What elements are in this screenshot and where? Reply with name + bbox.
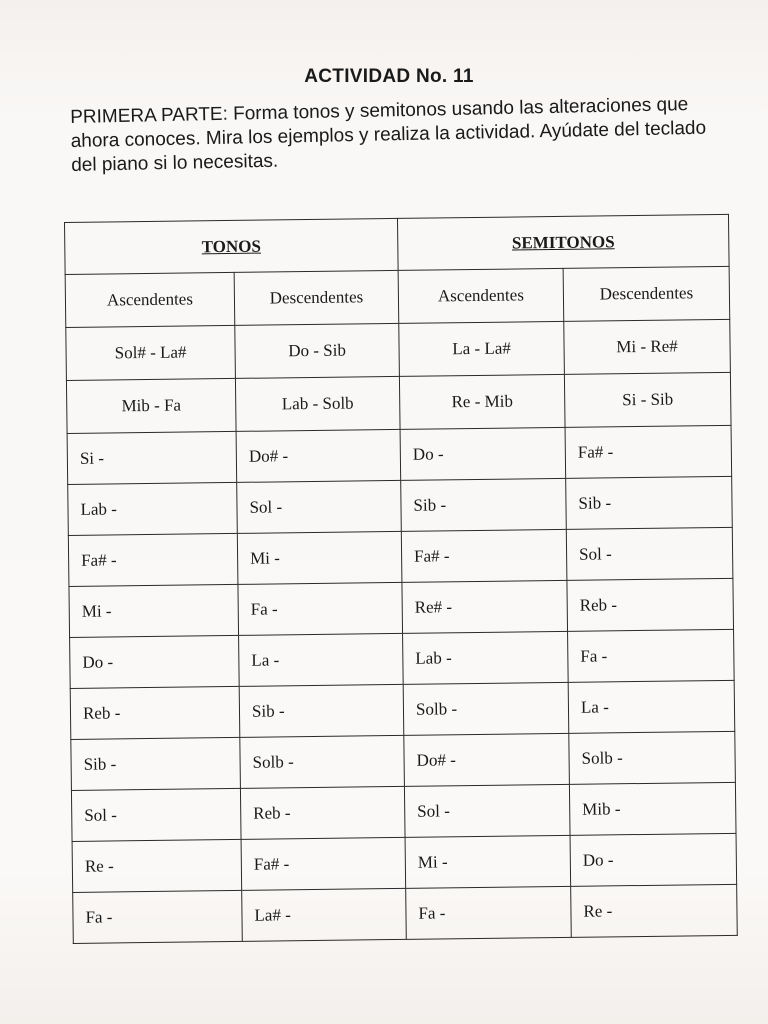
- exercise-cell[interactable]: Mi -: [69, 584, 239, 637]
- exercise-cell[interactable]: Fa -: [73, 890, 243, 943]
- exercise-cell[interactable]: Sol -: [566, 527, 733, 580]
- exercise-cell[interactable]: Mi -: [405, 835, 571, 888]
- exercise-cell[interactable]: Do -: [70, 635, 240, 688]
- exercise-cell[interactable]: Mi -: [237, 531, 402, 584]
- page-title: ACTIVIDAD No. 11: [304, 66, 474, 87]
- exercise-cell[interactable]: Do# -: [404, 733, 570, 786]
- exercise-cell[interactable]: Sib -: [239, 684, 404, 737]
- subheader-cell: Ascendentes: [398, 268, 564, 323]
- exercise-cell[interactable]: Sol -: [237, 480, 402, 533]
- exercise-row: [69, 578, 734, 637]
- subheader-row: [65, 266, 730, 327]
- example-cell: Lab - Solb: [235, 376, 400, 431]
- exercise-cell[interactable]: Fa -: [406, 886, 572, 939]
- exercise-cell[interactable]: Re -: [72, 839, 242, 892]
- exercise-row: [68, 527, 733, 586]
- exercise-cell[interactable]: La# -: [242, 888, 407, 941]
- exercise-cell[interactable]: Reb -: [567, 578, 734, 631]
- exercise-row: [73, 884, 738, 943]
- exercise-cell[interactable]: Fa# -: [401, 529, 567, 582]
- exercise-row: [67, 425, 732, 484]
- example-row: [66, 372, 731, 433]
- exercise-cell[interactable]: Fa -: [568, 629, 735, 682]
- exercise-cell[interactable]: Sol -: [404, 784, 570, 837]
- exercise-cell[interactable]: Solb -: [403, 682, 569, 735]
- exercise-cell[interactable]: La -: [568, 680, 735, 733]
- exercise-cell[interactable]: Mib -: [569, 782, 736, 835]
- example-cell: Do - Sib: [235, 323, 400, 378]
- subheader-cell: Descendentes: [234, 270, 399, 325]
- exercise-cell[interactable]: Do -: [570, 833, 737, 886]
- exercise-cell[interactable]: Reb -: [240, 786, 405, 839]
- exercise-cell[interactable]: Sib -: [71, 737, 241, 790]
- exercise-cell[interactable]: Fa -: [238, 582, 403, 635]
- example-cell: Mi - Re#: [564, 319, 731, 374]
- example-row: [66, 319, 731, 380]
- example-cell: Mib - Fa: [66, 378, 236, 433]
- exercise-cell[interactable]: Lab -: [68, 482, 238, 535]
- subheader-cell: Ascendentes: [65, 272, 235, 327]
- exercise-cell[interactable]: Solb -: [569, 731, 736, 784]
- instructions-text: PRIMERA PARTE: Forma tonos y semitonos usando las alteraciones que ahora conoces. Mira los ejemplos y realiza la actividad. Ayúdate del teclado del piano si lo necesitas.: [70, 94, 707, 176]
- exercise-cell[interactable]: Fa# -: [68, 533, 238, 586]
- example-cell: La - La#: [399, 321, 565, 376]
- exercise-cell[interactable]: Sib -: [401, 478, 567, 531]
- exercise-cell[interactable]: Do -: [400, 427, 566, 480]
- exercise-cell[interactable]: Do# -: [236, 429, 401, 482]
- exercise-row: [71, 782, 736, 841]
- group-header-tonos: TONOS: [65, 218, 399, 274]
- exercise-cell[interactable]: Fa# -: [241, 837, 406, 890]
- exercise-cell[interactable]: Sib -: [566, 476, 733, 529]
- intervals-table: [64, 214, 738, 944]
- exercise-cell[interactable]: Sol -: [71, 788, 241, 841]
- exercise-row: [71, 731, 736, 790]
- intervals-table-wrapper: [64, 214, 738, 944]
- exercise-cell[interactable]: Reb -: [70, 686, 240, 739]
- group-header-row: [65, 214, 730, 274]
- exercise-cell[interactable]: La -: [239, 633, 404, 686]
- example-cell: Si - Sib: [564, 372, 731, 427]
- subheader-cell: Descendentes: [563, 266, 730, 321]
- group-header-semitonos: SEMITONOS: [397, 214, 729, 270]
- exercise-cell[interactable]: Fa# -: [565, 425, 732, 478]
- exercise-cell[interactable]: Solb -: [240, 735, 405, 788]
- example-cell: Sol# - La#: [66, 325, 236, 380]
- exercise-row: [68, 476, 733, 535]
- exercise-row: [70, 680, 735, 739]
- exercise-cell[interactable]: Si -: [67, 431, 237, 484]
- exercise-row: [70, 629, 735, 688]
- example-cell: Re - Mib: [399, 374, 565, 429]
- exercise-row: [72, 833, 737, 892]
- exercise-cell[interactable]: Re -: [571, 884, 738, 937]
- exercise-cell[interactable]: Re# -: [402, 580, 568, 633]
- exercise-cell[interactable]: Lab -: [403, 631, 569, 684]
